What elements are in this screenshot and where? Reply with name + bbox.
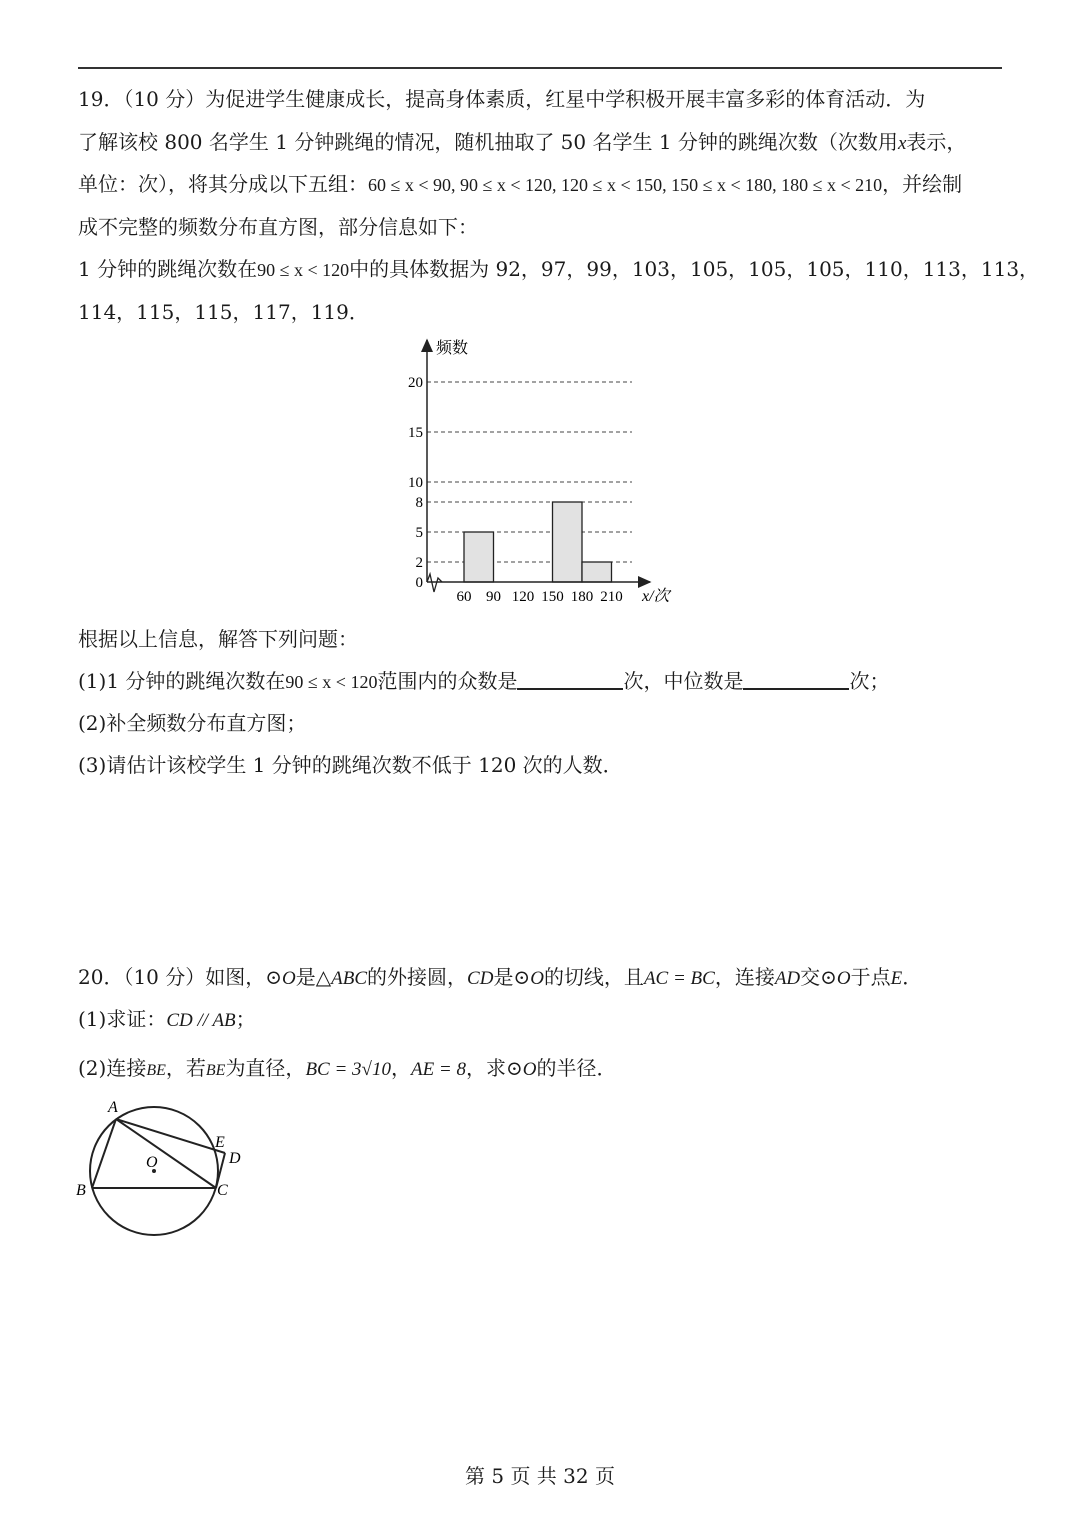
segment-ac xyxy=(116,1119,216,1188)
q20-triangle-abc: ABC xyxy=(331,968,368,989)
q20-circle-o-3: O xyxy=(836,968,851,989)
y-tick-label-15: 15 xyxy=(408,425,423,441)
q19-line-1 xyxy=(78,86,925,112)
q20-ac-eq-bc: AC = BC xyxy=(643,968,715,989)
q20-cd: CD xyxy=(467,968,494,989)
q19-text-6: 114，115，115，117，119． xyxy=(78,300,369,324)
y-axis-label: 频数 xyxy=(436,340,469,357)
label-b: B xyxy=(76,1182,86,1199)
q20-circle-o-2: O xyxy=(530,968,544,989)
q20-part1-b: ； xyxy=(235,1007,256,1031)
q19-text-5a: 1 分钟的跳绳次数在 xyxy=(78,257,258,281)
q19-after-chart xyxy=(78,626,358,652)
q20-point-e: E xyxy=(890,968,903,989)
mode-answer-blank[interactable] xyxy=(517,668,623,690)
y-tick-label-5: 5 xyxy=(415,525,423,541)
q20-part2-f: 的半径． xyxy=(536,1056,617,1080)
q19-text-3a: 单位：次），将其分成以下五组： xyxy=(78,172,368,196)
q20-part-2 xyxy=(78,1055,617,1084)
q20-ad: AD xyxy=(774,968,801,989)
q20-part1-a: (1)求证： xyxy=(78,1007,167,1031)
q20-text-1a: 20．（10 分）如图，⊙ xyxy=(78,965,283,989)
q19-range-math: 90 ≤ x < 120 xyxy=(257,260,350,280)
axis-break-zigzag xyxy=(427,574,442,592)
q19-part1-d: 次； xyxy=(849,669,890,693)
q19-part2-text: (2)补全频数分布直方图； xyxy=(78,711,307,735)
q20-bc-value: BC = 3√10 xyxy=(305,1059,391,1080)
q19-text-2a: 了解该校 800 名学生 1 分钟跳绳的情况，随机抽取了 50 名学生 1 分钟的跳绳次数（次数用 xyxy=(78,130,898,154)
q19-part-2 xyxy=(78,710,306,736)
segment-ab xyxy=(92,1119,116,1188)
label-c: C xyxy=(217,1182,228,1199)
q20-line-1 xyxy=(78,964,922,992)
label-e: E xyxy=(215,1134,225,1151)
y-tick-label-8: 8 xyxy=(415,495,423,511)
q20-be-1: BE xyxy=(146,1062,166,1079)
label-o: O xyxy=(146,1154,158,1171)
y-tick-label-10: 10 xyxy=(408,475,423,491)
q20-part-1 xyxy=(78,1006,256,1034)
q20-part2-d: ， xyxy=(390,1056,411,1080)
q20-text-1c: 的外接圆， xyxy=(367,965,468,989)
x-axis-label: x/次 xyxy=(642,588,670,605)
q20-text-1i: ． xyxy=(902,965,923,989)
frequency-histogram xyxy=(400,330,690,610)
q20-text-1b: 是△ xyxy=(295,965,332,989)
q20-part2-a: (2)连接 xyxy=(78,1056,147,1080)
y-tick-label-0: 0 xyxy=(415,575,423,591)
header-rule xyxy=(78,67,1002,69)
q20-text-1d: 是⊙ xyxy=(493,965,531,989)
bar-180-210 xyxy=(582,562,612,582)
circle-geometry-figure xyxy=(72,1095,257,1245)
q19-part-3 xyxy=(78,752,623,778)
q19-part1-c: 次，中位数是 xyxy=(623,669,744,693)
q19-line-6 xyxy=(78,299,369,325)
y-tick-label-20: 20 xyxy=(408,375,423,391)
x-tick-label-90: 90 xyxy=(486,589,501,605)
q19-prompt: 根据以上信息，解答下列问题： xyxy=(78,627,358,651)
x-tick-label-150: 150 xyxy=(541,589,564,605)
q19-text-1: 19．（10 分）为促进学生健康成长，提高身体素质，红星中学积极开展丰富多彩的体育活动．为 xyxy=(78,87,926,111)
x-tick-label-210: 210 xyxy=(600,589,623,605)
q20-part2-b: ，若 xyxy=(165,1056,206,1080)
label-d: D xyxy=(229,1150,241,1167)
q19-text-4: 成不完整的频数分布直方图，部分信息如下： xyxy=(78,215,478,239)
q19-part1-math: 90 ≤ x < 120 xyxy=(285,672,378,692)
x-tick-label-60: 60 xyxy=(456,589,472,605)
q20-text-1f: ，连接 xyxy=(714,965,775,989)
q19-part1-b: 范围内的众数是 xyxy=(377,669,518,693)
q19-part-1 xyxy=(78,668,889,695)
q20-part2-e: ，求⊙ xyxy=(466,1056,523,1080)
label-a: A xyxy=(108,1099,118,1116)
q20-ae-value: AE = 8 xyxy=(410,1059,467,1080)
q19-groups-math: 60 ≤ x < 90, 90 ≤ x < 120, 120 ≤ x < 150, 150 ≤ x < 180, 180 ≤ x < 210 xyxy=(368,175,883,195)
y-tick-label-2: 2 xyxy=(415,555,423,571)
q19-part3-text: (3)请估计该校学生 1 分钟的跳绳次数不低于 120 次的人数． xyxy=(78,753,623,777)
bar-150-180 xyxy=(553,502,583,582)
q20-circle-o-4: O xyxy=(522,1059,537,1080)
q20-text-1h: 于点 xyxy=(850,965,891,989)
q20-text-1e: 的切线，且 xyxy=(543,965,644,989)
q20-text-1g: 交⊙ xyxy=(800,965,837,989)
q19-text-2b: 表示， xyxy=(906,130,967,154)
q19-line-5 xyxy=(78,256,1039,283)
page-footer: 第 5 页 共 32 页 xyxy=(465,1464,615,1488)
q19-part1-a: (1)1 分钟的跳绳次数在 xyxy=(78,669,286,693)
q19-line-2 xyxy=(78,129,966,157)
q19-var-x: x xyxy=(897,133,907,154)
q20-circle-o: O xyxy=(282,968,296,989)
q20-part2-c: 为直径， xyxy=(225,1056,306,1080)
q19-text-5b: 中的具体数据为 92，97，99，103，105，105，105，110，113，113， xyxy=(349,257,1040,281)
q20-be-2: BE xyxy=(205,1062,226,1079)
x-tick-label-120: 120 xyxy=(511,589,535,605)
median-answer-blank[interactable] xyxy=(743,668,849,690)
bar-60-90 xyxy=(464,532,494,582)
q19-text-3b: ，并绘制 xyxy=(882,172,963,196)
q19-line-3 xyxy=(78,171,962,198)
q20-part1-math: CD // AB xyxy=(166,1010,236,1031)
q19-line-4 xyxy=(78,214,478,240)
x-tick-label-180: 180 xyxy=(570,589,594,605)
